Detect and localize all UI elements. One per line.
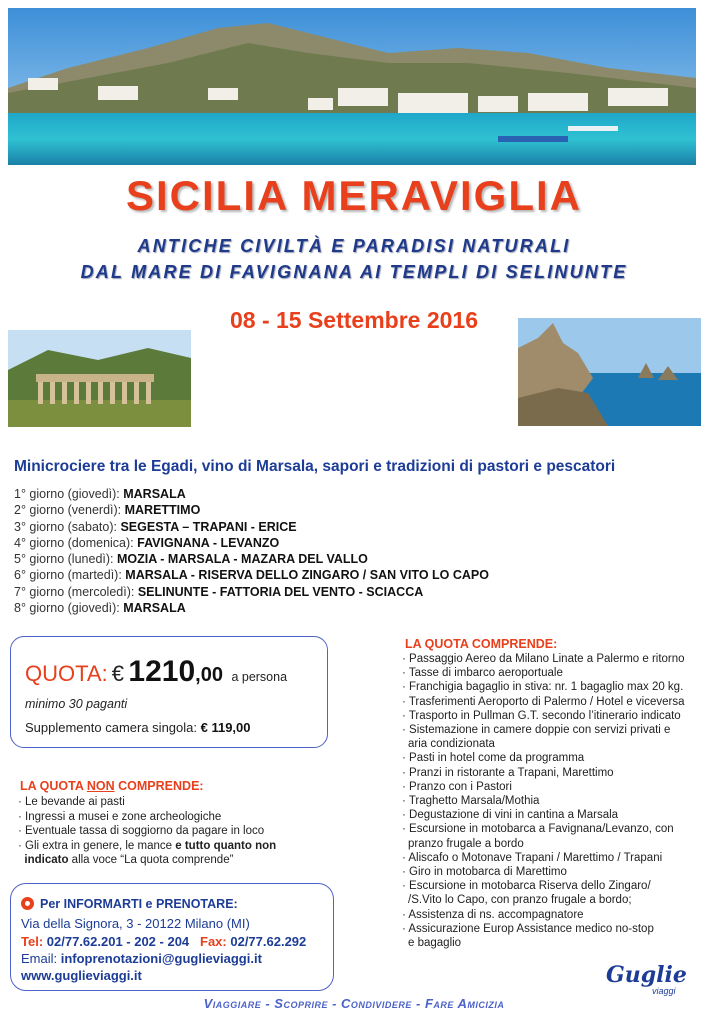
supplement-value: € 119,00 — [200, 720, 251, 735]
logo-name: Guglie — [606, 962, 687, 988]
price-decimals: ,00 — [195, 664, 223, 686]
list-item: · Pasti in hotel come da programma — [402, 752, 585, 765]
day-place: FAVIGNANA - LEVANZO — [137, 535, 280, 550]
not-included-title — [20, 779, 204, 793]
day-place: MARSALA - RISERVA DELLO ZINGARO / SAN VITO LO CAPO — [125, 568, 489, 583]
info-bullet-icon — [21, 897, 34, 910]
list-item — [18, 839, 276, 854]
list-item-bold: indicato — [24, 854, 69, 866]
list-item: · Eventuale tassa di soggiorno da pagare in loco — [18, 825, 265, 837]
list-item: · Assicurazione Europ Assistance medico no-stop — [402, 922, 654, 935]
supplement-label: Supplemento camera singola: — [25, 720, 201, 735]
list-item: · Assistenza di ns. accompagnatore — [402, 908, 584, 921]
list-item: · Escursione in motobarca Riserva dello Zingaro/ — [402, 880, 651, 893]
list-item: · Pranzo con i Pastori — [402, 780, 512, 793]
fax-label: Fax: — [200, 934, 227, 949]
tour-intro: Minicrociere tra le Egadi, vino di Marsala, sapori e tradizioni di pastori e pescatori — [14, 458, 616, 475]
list-item: · Escursione in motobarca a Favignana/Levanzo, con — [402, 823, 674, 836]
not-included-title-pre: LA QUOTA — [20, 779, 87, 793]
itinerary-list — [14, 486, 489, 616]
list-item: · Sistemazione in camere doppie con servizi privati e — [402, 724, 671, 737]
guglie-viaggi-logo — [600, 960, 700, 1000]
single-supplement — [25, 720, 251, 735]
day-label: 4° giorno (domenica): — [14, 535, 138, 550]
not-included-title-post: COMPRENDE: — [114, 779, 204, 793]
travel-dates: 08 - 15 Settembre 2016 — [229, 307, 479, 333]
day-label: 1° giorno (giovedì): — [14, 487, 124, 501]
contact-address: Via della Signora, 3 - 20122 Milano (MI) — [21, 916, 250, 931]
day-place: MARSALA — [123, 487, 186, 501]
not-included-title-non: NON — [86, 779, 115, 793]
list-item: · Degustazione di vini in cantina a Marsala — [402, 809, 619, 822]
day-place: MARETTIMO — [124, 503, 201, 518]
price-box — [10, 636, 328, 748]
email-link[interactable]: infoprenotazioni@guglieviaggi.it — [60, 951, 262, 966]
list-item-text: alla voce “La quota comprende” — [68, 854, 234, 866]
day-place: SEGESTA – TRAPANI - ERICE — [120, 519, 297, 534]
day-label: 5° giorno (lunedì): — [14, 552, 117, 567]
email-label: Email: — [21, 951, 61, 966]
minimum-participants: minimo 30 paganti — [25, 697, 128, 711]
list-item: · Tasse di imbarco aeroportuale — [402, 667, 563, 680]
list-item: aria condizionata — [408, 738, 495, 751]
list-item: · Giro in motobarca di Marettimo — [402, 866, 567, 879]
day-label: 7° giorno (mercoledì): — [14, 584, 138, 599]
day-place: SELINUNTE - FATTORIA DEL VENTO - SCIACCA — [137, 584, 424, 599]
list-item-bold: e tutto quanto non — [175, 839, 277, 852]
contact-box — [10, 883, 334, 991]
list-item-text: · Gli extra in genere, le mance — [18, 839, 176, 852]
list-item: · Aliscafo o Motonave Trapani / Marettimo / Trapani — [402, 851, 663, 864]
contact-phone-fax — [21, 934, 306, 949]
segesta-temple-photo — [8, 330, 191, 427]
tel-label: Tel: — [21, 934, 44, 949]
itinerary-day — [14, 486, 489, 502]
list-item: /S.Vito lo Capo, con pranzo frugale a bordo; — [408, 894, 632, 907]
subtitle-line-2: DAL MARE DI FAVIGNANA AI TEMPLI DI SELINUNTE — [80, 262, 628, 282]
list-item: · Franchigia bagaglio in stiva: nr. 1 bagaglio max 20 kg. — [402, 681, 684, 694]
price-colon: : — [101, 661, 108, 686]
tel-number[interactable]: 02/77.62.201 - 202 - 204 — [43, 934, 190, 949]
contact-heading — [21, 897, 238, 911]
day-label: 8° giorno (giovedì): — [14, 601, 124, 616]
itinerary-day — [14, 535, 489, 551]
list-item: · Traghetto Marsala/Mothia — [402, 795, 540, 808]
itinerary-day — [14, 551, 489, 567]
list-item — [18, 853, 276, 868]
fax-number: 02/77.62.292 — [226, 934, 307, 949]
included-list — [402, 652, 685, 950]
footer-tagline: Viaggiare - Scoprire - Condividere - Fare Amicizia — [203, 996, 505, 1011]
itinerary-day — [14, 567, 489, 583]
list-item: · Trasporto in Pullman G.T. secondo l’itinerario indicato — [402, 709, 681, 722]
website-link[interactable]: www.guglieviaggi.it — [21, 968, 142, 983]
contact-heading-text: Per INFORMARTI e PRENOTARE: — [40, 897, 238, 911]
subtitle-line-1: ANTICHE CIVILTÀ E PARADISI NATURALI — [137, 236, 571, 256]
list-item: e bagaglio — [408, 937, 462, 950]
price-amount: 1210 — [128, 655, 196, 688]
logo-sub: viaggi — [652, 986, 676, 996]
list-item: · Trasferimenti Aeroporto di Palermo / Hotel e viceversa — [402, 695, 685, 708]
contact-email — [21, 951, 262, 966]
day-place: MARSALA — [123, 601, 186, 616]
list-item: pranzo frugale a bordo — [408, 837, 524, 850]
list-item: · Le bevande ai pasti — [18, 796, 125, 808]
day-label: 6° giorno (martedì): — [14, 568, 126, 583]
day-label: 3° giorno (sabato): — [14, 519, 121, 534]
list-item: · Ingressi a musei e zone archeologiche — [18, 810, 222, 823]
included-title: LA QUOTA COMPRENDE: — [405, 637, 558, 651]
price-line — [25, 655, 287, 689]
price-label: QUOTA — [25, 661, 102, 686]
day-label: 2° giorno (venerdì): — [14, 503, 125, 518]
itinerary-day — [14, 600, 489, 616]
itinerary-day — [14, 502, 489, 518]
itinerary-day — [14, 584, 489, 600]
page-title: SICILIA MERAVIGLIA — [126, 172, 582, 219]
hero-photo-favignana — [8, 8, 696, 165]
day-place: MOZIA - MARSALA - MAZARA DEL VALLO — [116, 552, 368, 567]
not-included-list — [18, 795, 276, 868]
currency-symbol: € — [111, 661, 124, 686]
coast-stacks-photo — [518, 318, 701, 426]
list-item: · Passaggio Aereo da Milano Linate a Palermo e ritorno — [402, 653, 685, 665]
list-item: · Pranzi in ristorante a Trapani, Marettimo — [402, 766, 614, 779]
itinerary-day — [14, 519, 489, 535]
price-per-person: a persona — [231, 670, 288, 684]
